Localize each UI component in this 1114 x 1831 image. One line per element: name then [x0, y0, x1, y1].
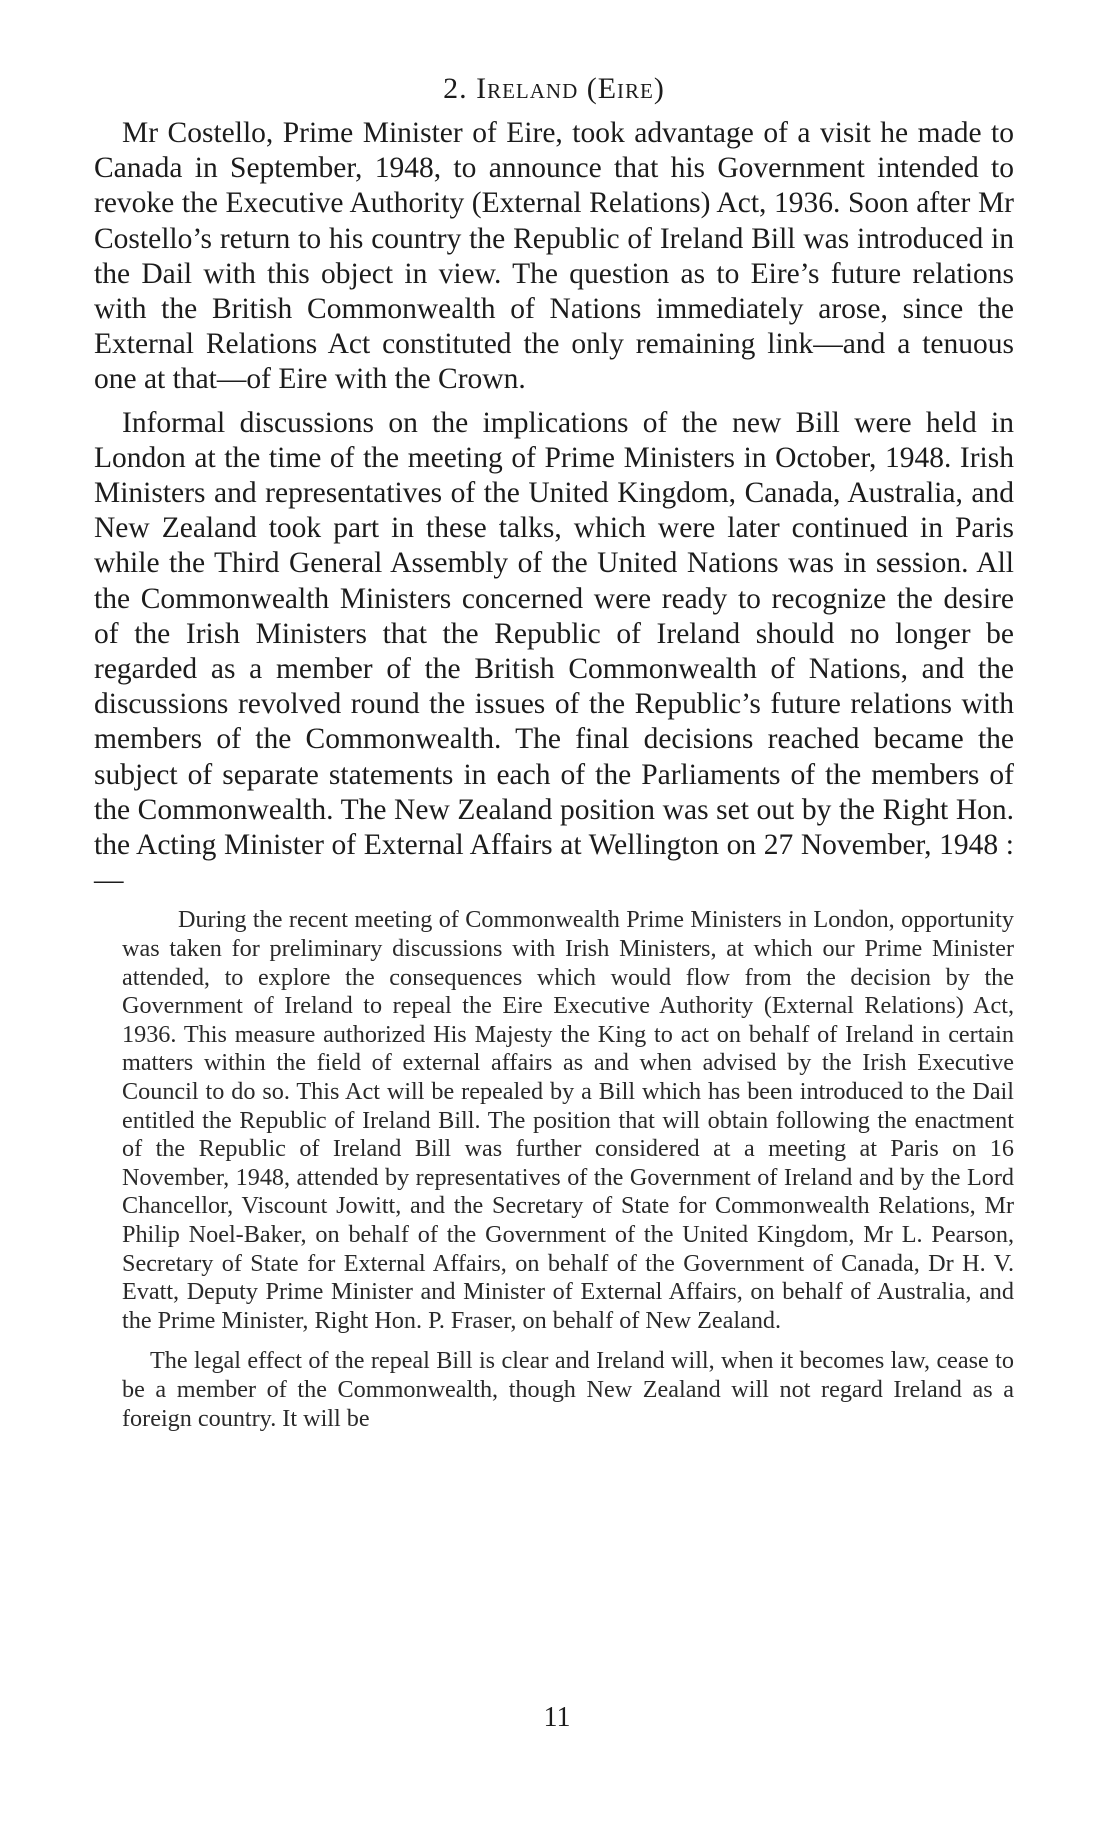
paragraph-2: Informal discussions on the implications of the new Bill were held in London at the time of the meeting of Prime Ministers in October, 1948. Irish Ministers and representatives of the United Kingdom, Canada, Australia, and New Zealand took part in these talks, which were later continued in Paris while the Third General Assembly of the United Nations was in session. All the Commonwealth Ministers concerned were ready to recognize the desire of the Irish Ministers that the Republic of Ireland should no longer be regarded as a member of the British Commonwealth of Nations, and the discussions revolved round the issues of the Republic’s future relations with members of the Commonwealth. The final decisions reached became the subject of separate statements in each of the Parliaments of the members of the Commonwealth. The New Zealand position was set out by the Right Hon. the Acting Minister of External Affairs at Wellington on 27 November, 1948 :—: [94, 406, 1014, 897]
section-number: 2.: [443, 72, 468, 105]
document-page: [94, 72, 1014, 1433]
block-quote: During the recent meeting of Commonwealth Prime Ministers in London, opportunity was taken for preliminary discussions with Irish Ministers, at which our Prime Minister attended, to explore the consequences which would flow from the decision by the Government of Ireland to repeal the Eire Executive Authority (External Relations) Act, 1936. This measure authorized His Majesty the King to act on behalf of Ireland in certain matters within the field of external affairs as and when advised by the Irish Executive Council to do so. This Act will be repealed by a Bill which has been introduced to the Dail entitled the Republic of Ireland Bill. The position that will obtain following the enactment of the Republic of Ireland Bill was further considered at a meeting at Paris on 16 November, 1948, attended by representatives of the Government of Ireland and by the Lord Chancellor, Viscount Jowitt, and the Secretary of State for Commonwealth Relations, Mr Philip Noel-Baker, on behalf of the Government of the United Kingdom, Mr L. Pearson, Secretary of State for External Affairs, on behalf of the Government of Canada, Dr H. V. Evatt, Deputy Prime Minister and Minister of External Affairs, on behalf of Australia, and the Prime Minister, Right Hon. P. Fraser, on behalf of New Zealand.: [122, 906, 1014, 1334]
section-heading: [94, 72, 1014, 106]
section-title: Ireland (Eire): [476, 72, 665, 105]
block-quote-continuation: The legal effect of the repeal Bill is clear and Ireland will, when it becomes law, cease to be a member of the Commonwealth, though New Zealand will not regard Ireland as a foreign country. It will be: [122, 1347, 1014, 1432]
paragraph-1: Mr Costello, Prime Minister of Eire, took advantage of a visit he made to Canada in September, 1948, to announce that his Government intended to revoke the Executive Authority (External Relations) Act, 1936. Soon after Mr Costello’s return to his country the Republic of Ireland Bill was introduced in the Dail with this object in view. The question as to Eire’s future relations with the British Commonwealth of Nations immediately arose, since the External Relations Act constituted the only remaining link—and a tenuous one at that—of Eire with the Crown.: [94, 117, 1014, 396]
page-number: 11: [543, 1702, 571, 1733]
